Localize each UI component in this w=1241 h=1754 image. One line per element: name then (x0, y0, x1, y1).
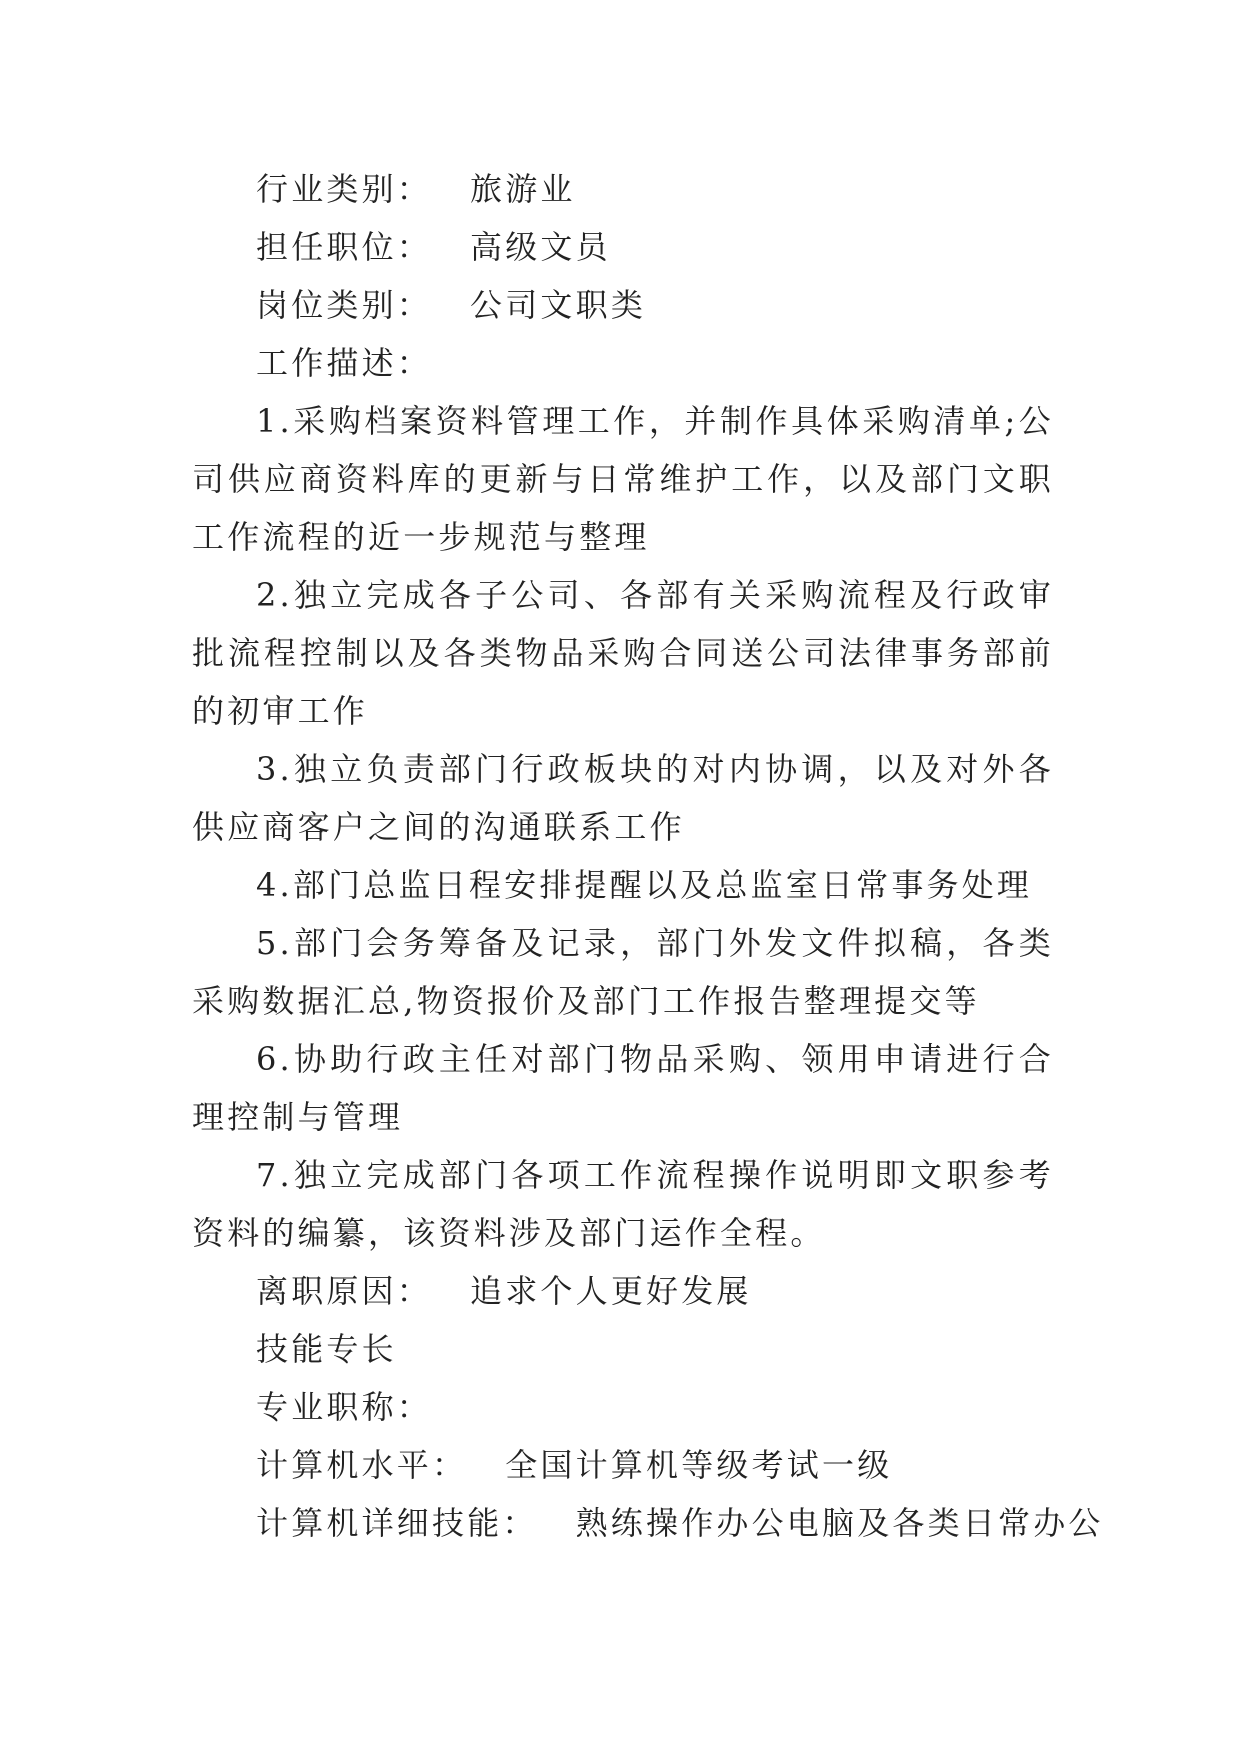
position-field (192, 218, 1054, 276)
computer-level-field (192, 1436, 1054, 1494)
work-item-5: 5.部门会务筹备及记录，部门外发文件拟稿，各类采购数据汇总,物资报价及部门工作报告整理提交等 (192, 924, 1054, 1020)
work-item-1: 1.采购档案资料管理工作，并制作具体采购清单;公司供应商资料库的更新与日常维护工作，以及部门文职工作流程的近一步规范与整理 (192, 402, 1054, 556)
computer-level-label: 计算机水平： (256, 1446, 468, 1484)
work-description-heading: 工作描述： (256, 344, 433, 382)
skills-heading: 技能专长 (256, 1330, 397, 1368)
work-item-6: 6.协助行政主任对部门物品采购、领用申请进行合理控制与管理 (192, 1040, 1054, 1136)
industry-field (192, 160, 1054, 218)
industry-label: 行业类别： (256, 170, 433, 208)
work-item-3: 3.独立负责部门行政板块的对内协调，以及对外各供应商客户之间的沟通联系工作 (192, 750, 1054, 846)
resume-content (192, 160, 1104, 1552)
job-category-label: 岗位类别： (256, 286, 433, 324)
computer-skills-value: 熟练操作办公电脑及各类日常办公 (575, 1504, 1104, 1542)
work-item-4: 4.部门总监日程安排提醒以及总监室日常事务处理 (256, 866, 1033, 904)
work-item-2: 2.独立完成各子公司、各部有关采购流程及行政审批流程控制以及各类物品采购合同送公司法律事务部前的初审工作 (192, 576, 1054, 730)
computer-skills-field (192, 1494, 1104, 1552)
position-value: 高级文员 (470, 228, 611, 266)
work-item-7: 7.独立完成部门各项工作流程操作说明即文职参考资料的编纂，该资料涉及部门运作全程。 (192, 1156, 1054, 1252)
computer-skills-label: 计算机详细技能： (256, 1504, 538, 1542)
position-label: 担任职位： (256, 228, 433, 266)
industry-value: 旅游业 (470, 170, 576, 208)
leave-reason-label: 离职原因： (256, 1272, 433, 1310)
job-category-value: 公司文职类 (470, 286, 647, 324)
professional-title-label: 专业职称： (256, 1388, 433, 1426)
leave-reason-field (192, 1262, 1054, 1320)
job-category-field (192, 276, 1054, 334)
leave-reason-value: 追求个人更好发展 (470, 1272, 752, 1310)
computer-level-value: 全国计算机等级考试一级 (505, 1446, 893, 1484)
